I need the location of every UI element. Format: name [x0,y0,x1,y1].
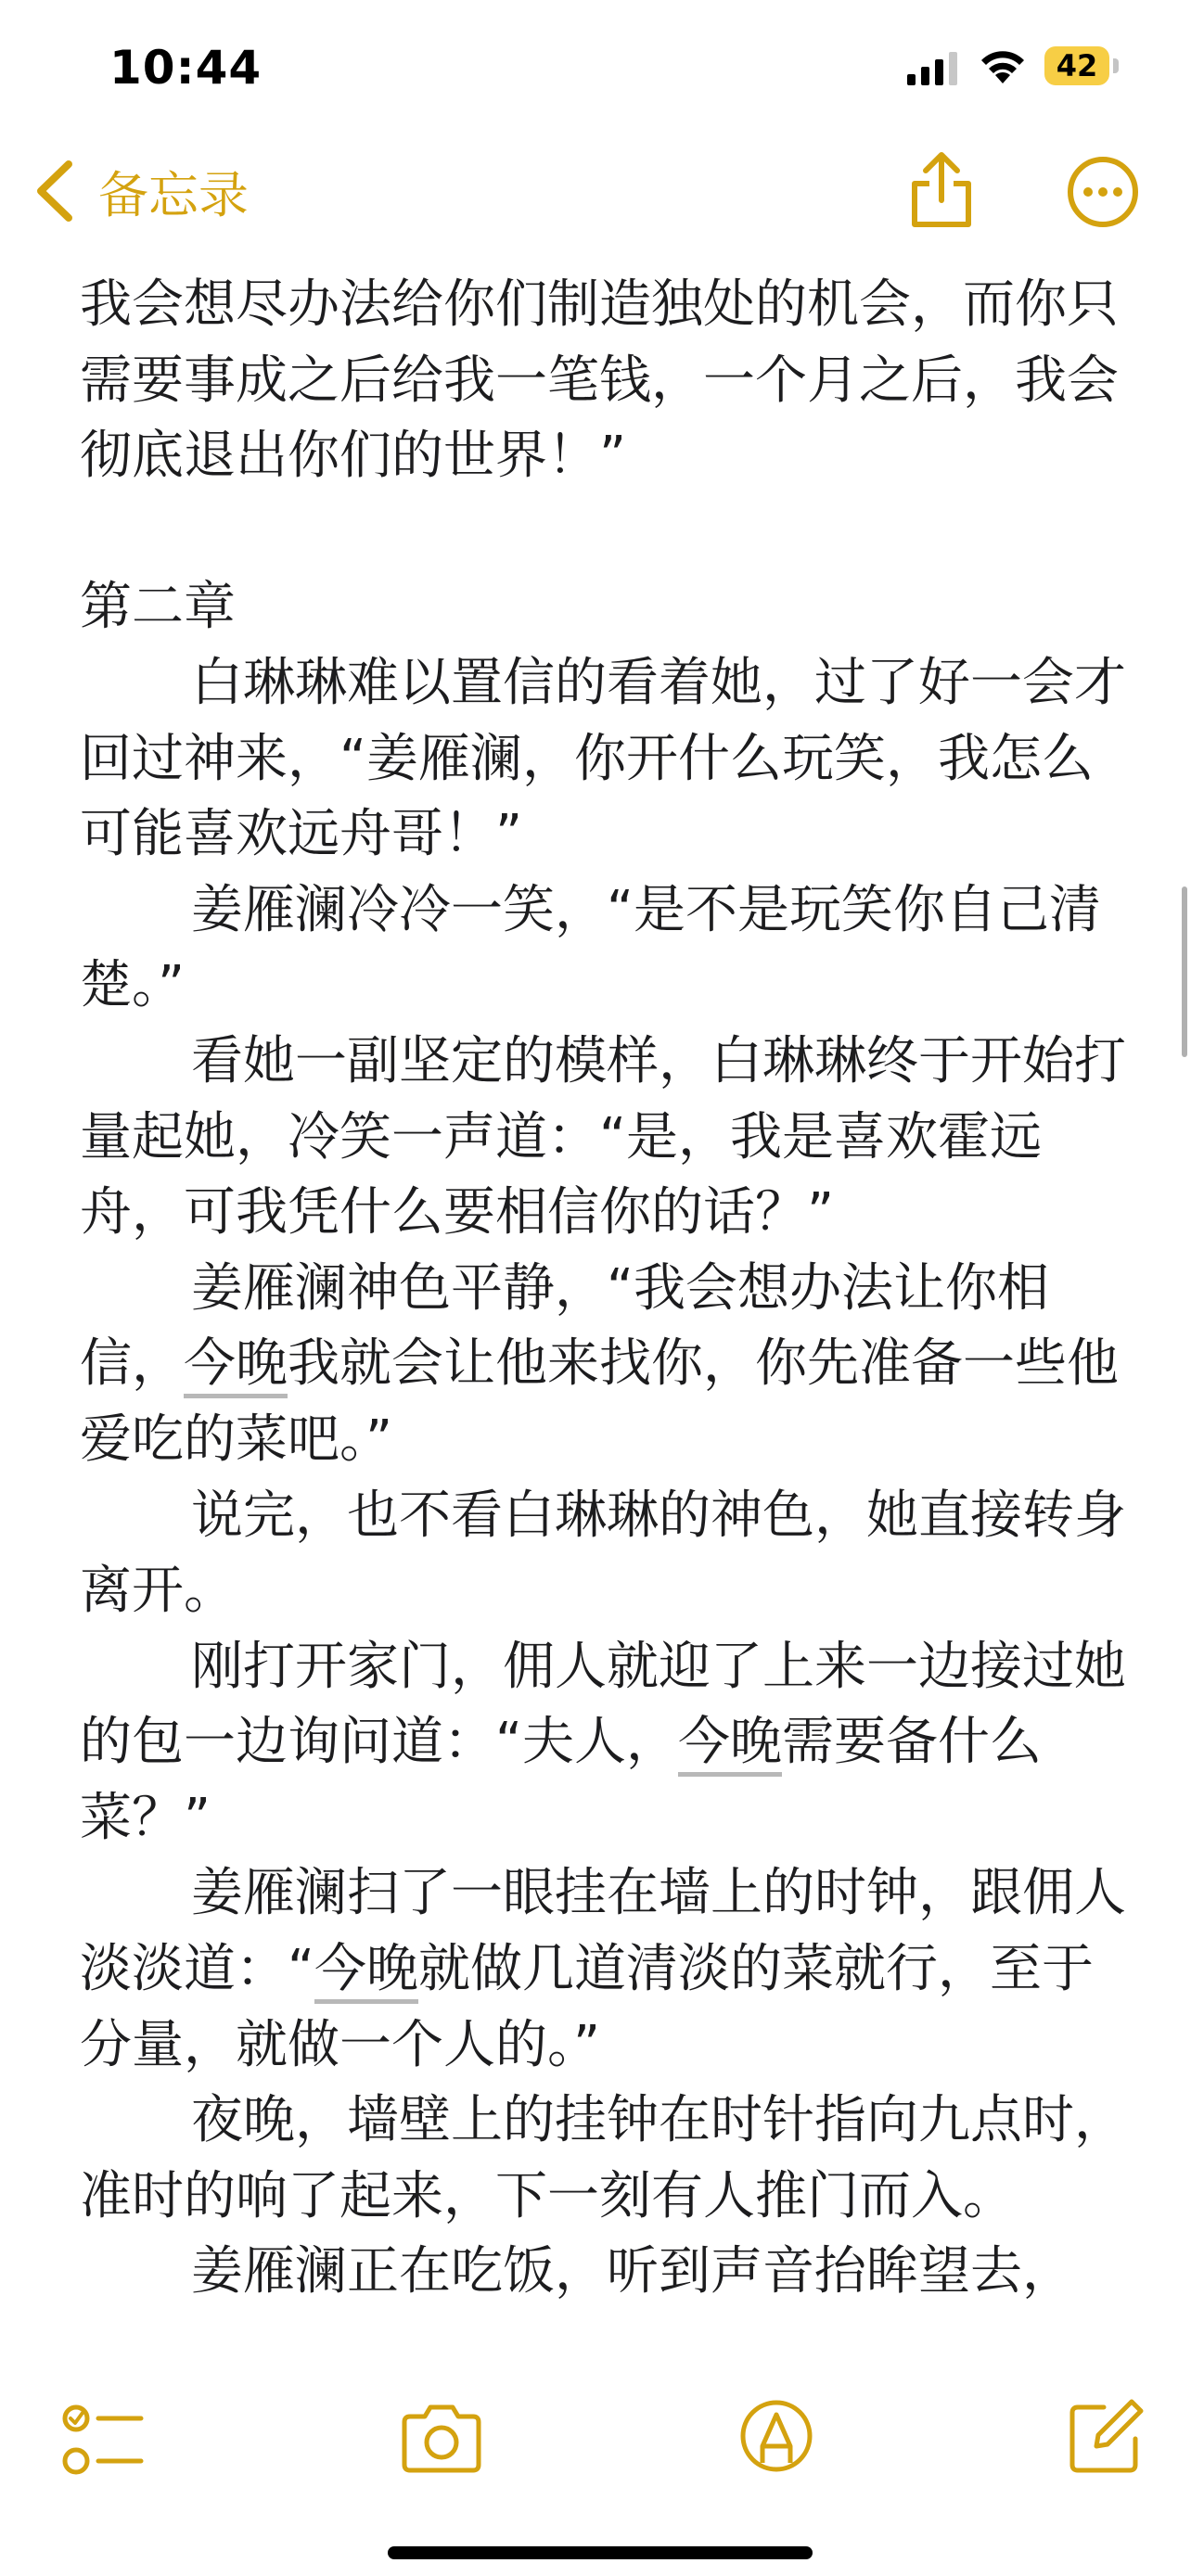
detected-date-link[interactable]: 今晚 [314,1939,419,2000]
battery-indicator: 42 [1044,46,1109,85]
note-paragraph: 说完，也不看白琳琳的神色，她直接转身离开。 [80,1485,1126,1622]
share-icon[interactable] [905,150,978,230]
detected-date-link[interactable]: 今晚 [184,1333,288,1395]
blank-line [80,494,1128,570]
compose-icon[interactable] [1067,2398,1145,2476]
more-icon[interactable] [1067,156,1139,228]
home-indicator[interactable] [388,2546,813,2559]
note-paragraph: 夜晚，墙壁上的挂钟在时针指向九点时，准时的响了起来，下一刻有人推门而入。 [80,2090,1126,2226]
clock: 10:44 [109,41,263,95]
back-button[interactable] [33,154,249,228]
detected-date-link[interactable]: 今晚 [678,1712,783,1773]
status-bar [0,0,1191,130]
nav-bar [0,139,1191,250]
note-paragraph: 刚打开家门，佣人就迎了上来一边接过她的包一边询问道：“夫人，今晚需要备什么菜？” [80,1636,1126,1848]
camera-icon[interactable] [399,2404,484,2474]
note-paragraph: 我会想尽办法给你们制造独处的机会，而你只需要事成之后给我一笔钱，一个月之后，我会彻底退出你们的世界！” [80,274,1119,487]
note-paragraph: 看她一副坚定的模样，白琳琳终于开始打量起她，冷笑一声道：“是，我是喜欢霍远舟，可我凭什么要相信你的话？” [80,1030,1126,1243]
checklist-icon[interactable] [61,2402,145,2480]
scroll-indicator[interactable] [1182,886,1187,1057]
note-paragraph: 姜雁澜正在吃饭，听到声音抬眸望去， [191,2241,1074,2302]
back-label: 备忘录 [98,165,249,224]
note-paragraph: 白琳琳难以置信的看着她，过了好一会才回过神来，“姜雁澜，你开什么玩笑，我怎么可能喜欢远舟哥！” [80,652,1126,865]
battery-cap [1113,58,1119,73]
back-chevron-icon [33,159,74,223]
bottom-toolbar [0,2383,1191,2504]
note-paragraph: 姜雁澜冷冷一笑，“是不是玩笑你自己清楚。” [80,879,1102,1016]
chapter-heading: 第二章 [80,577,236,638]
pen-icon[interactable] [738,2398,814,2474]
wifi-icon [978,46,1028,85]
note-paragraph: 姜雁澜扫了一眼挂在墙上的时钟，跟佣人淡淡道：“今晚就做几道清淡的菜就行，至于分量，就做一个人的。” [80,1863,1126,2075]
note-paragraph: 姜雁澜神色平静，“我会想办法让你相信，今晚我就会让他来找你，你先准备一些他爱吃的菜吧。” [80,1257,1119,1470]
cellular-signal-icon [907,52,957,85]
note-body[interactable] [80,267,1128,2310]
